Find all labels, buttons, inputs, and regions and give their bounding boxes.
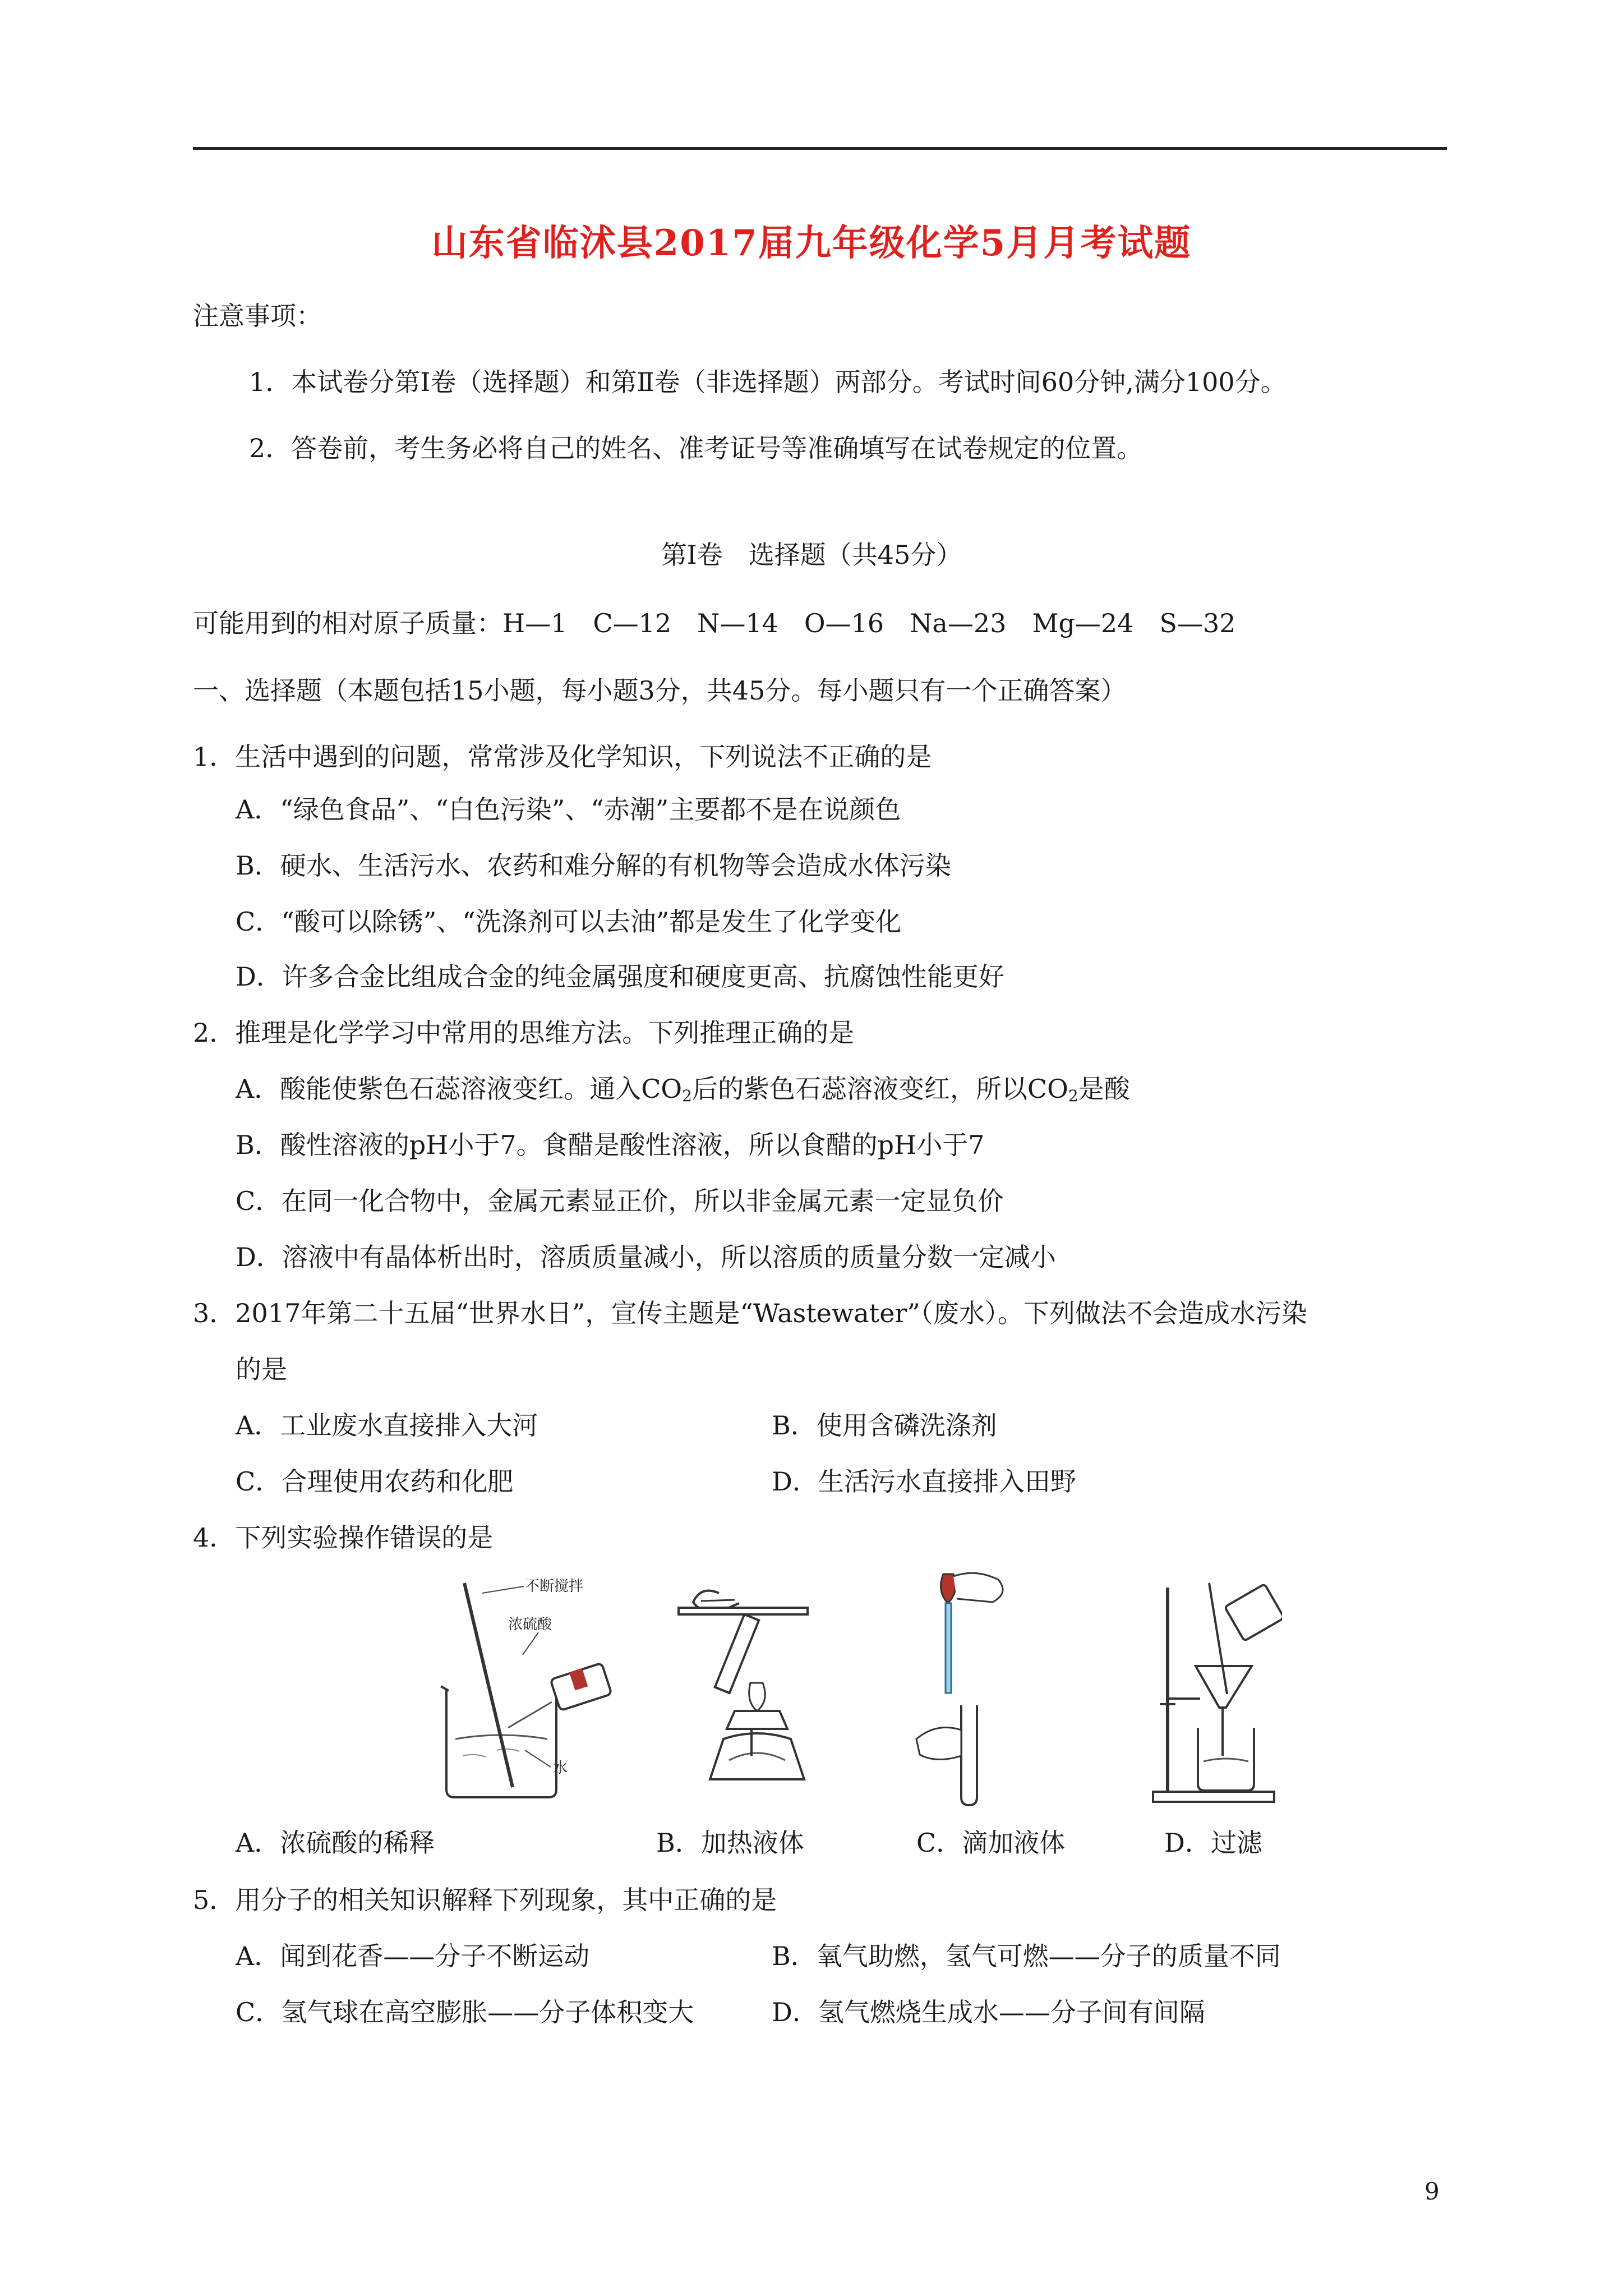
section-1-heading: 第Ⅰ卷 选择题（共45分） [661, 540, 962, 570]
q4-option-c: C．滴加液体 [916, 1828, 1066, 1858]
header-rule [193, 147, 1447, 150]
q2-option-a: A．酸能使紫色石蕊溶液变红。通入$CO_2$后的紫色石蕊溶液变红，所以$CO_2$是酸 [236, 1074, 1130, 1105]
label-water: 水 [553, 1760, 568, 1777]
q3-option-c: C．合理使用农药和化肥 [236, 1466, 514, 1497]
page-number: 9 [1424, 2178, 1440, 2205]
q3-option-d: D．生活污水直接排入田野 [772, 1466, 1076, 1497]
notice-item-2: 2．答卷前，考生务必将自己的姓名、准考证号等准确填写在试卷规定的位置。 [249, 433, 1143, 463]
q5-option-d: D．氢气燃烧生成水——分子间有间隔 [772, 1997, 1205, 2027]
q1-stem: 1．生活中遇到的问题，常常涉及化学知识，下列说法不正确的是 [193, 742, 932, 772]
q4-option-b: B．加热液体 [656, 1828, 804, 1858]
q1-option-b: B．硬水、生活污水、农药和难分解的有机物等会造成水体污染 [236, 850, 951, 881]
figure-dilution [424, 1571, 620, 1812]
q4-option-a: A．浓硫酸的稀释 [236, 1828, 435, 1858]
q3-stem: 3．2017年第二十五届“世界水日”，宣传主题是“Wastewater”（废水）。下列做法不会造成水污染 [193, 1298, 1307, 1328]
q3-option-a: A．工业废水直接排入大河 [236, 1410, 538, 1441]
exam-title: 山东省临沭县2017届九年级化学5月月考试题 [431, 222, 1192, 264]
notice-heading: 注意事项： [193, 301, 322, 331]
q5-option-b: B．氧气助燃，氢气可燃——分子的质量不同 [772, 1941, 1281, 1971]
figure-dropper [914, 1571, 1009, 1812]
q2-option-b: B．酸性溶液的pH小于7。食醋是酸性溶液，所以食醋的pH小于7 [236, 1130, 985, 1160]
label-acid: 浓硫酸 [508, 1616, 552, 1633]
q1-option-a: A．“绿色食品”、“白色污染”、“赤潮”主要都不是在说颜色 [236, 794, 901, 825]
notice-item-1: 1．本试卷分第Ⅰ卷（选择题）和第Ⅱ卷（非选择题）两部分。考试时间60分钟,满分100分。 [249, 367, 1287, 397]
label-stir: 不断搅拌 [525, 1578, 584, 1595]
section-instructions: 一、选择题（本题包括15小题，每小题3分，共45分。每小题只有一个正确答案） [193, 675, 1127, 706]
q1-option-c: C．“酸可以除锈”、“洗涤剂可以去油”都是发生了化学变化 [236, 907, 902, 937]
q4-stem: 4．下列实验操作错误的是 [193, 1522, 494, 1553]
q2-option-d: D．溶液中有晶体析出时，溶质质量减小，所以溶质的质量分数一定减小 [236, 1242, 1056, 1272]
q2-stem: 2．推理是化学学习中常用的思维方法。下列推理正确的是 [193, 1018, 855, 1048]
q2-option-c: C．在同一化合物中，金属元素显正价，所以非金属元素一定显负价 [236, 1186, 1004, 1216]
q5-option-a: A．闻到花香——分子不断运动 [236, 1941, 590, 1971]
q3-option-b: B．使用含磷洗涤剂 [772, 1410, 997, 1441]
q5-option-c: C．氢气球在高空膨胀——分子体积变大 [236, 1997, 694, 2027]
q1-option-d: D．许多合金比组成合金的纯金属强度和硬度更高、抗腐蚀性能更好 [236, 961, 1004, 992]
q5-stem: 5．用分子的相关知识解释下列现象，其中正确的是 [193, 1885, 777, 1915]
atomic-masses: 可能用到的相对原子质量：H—1 C—12 N—14 O—16 Na—23 Mg—24 S—32 [193, 608, 1236, 638]
q4-option-d: D．过滤 [1164, 1828, 1262, 1858]
figure-filtration [1147, 1571, 1282, 1812]
q3-stem-continued: 的是 [236, 1354, 287, 1384]
figure-heating [667, 1571, 841, 1812]
